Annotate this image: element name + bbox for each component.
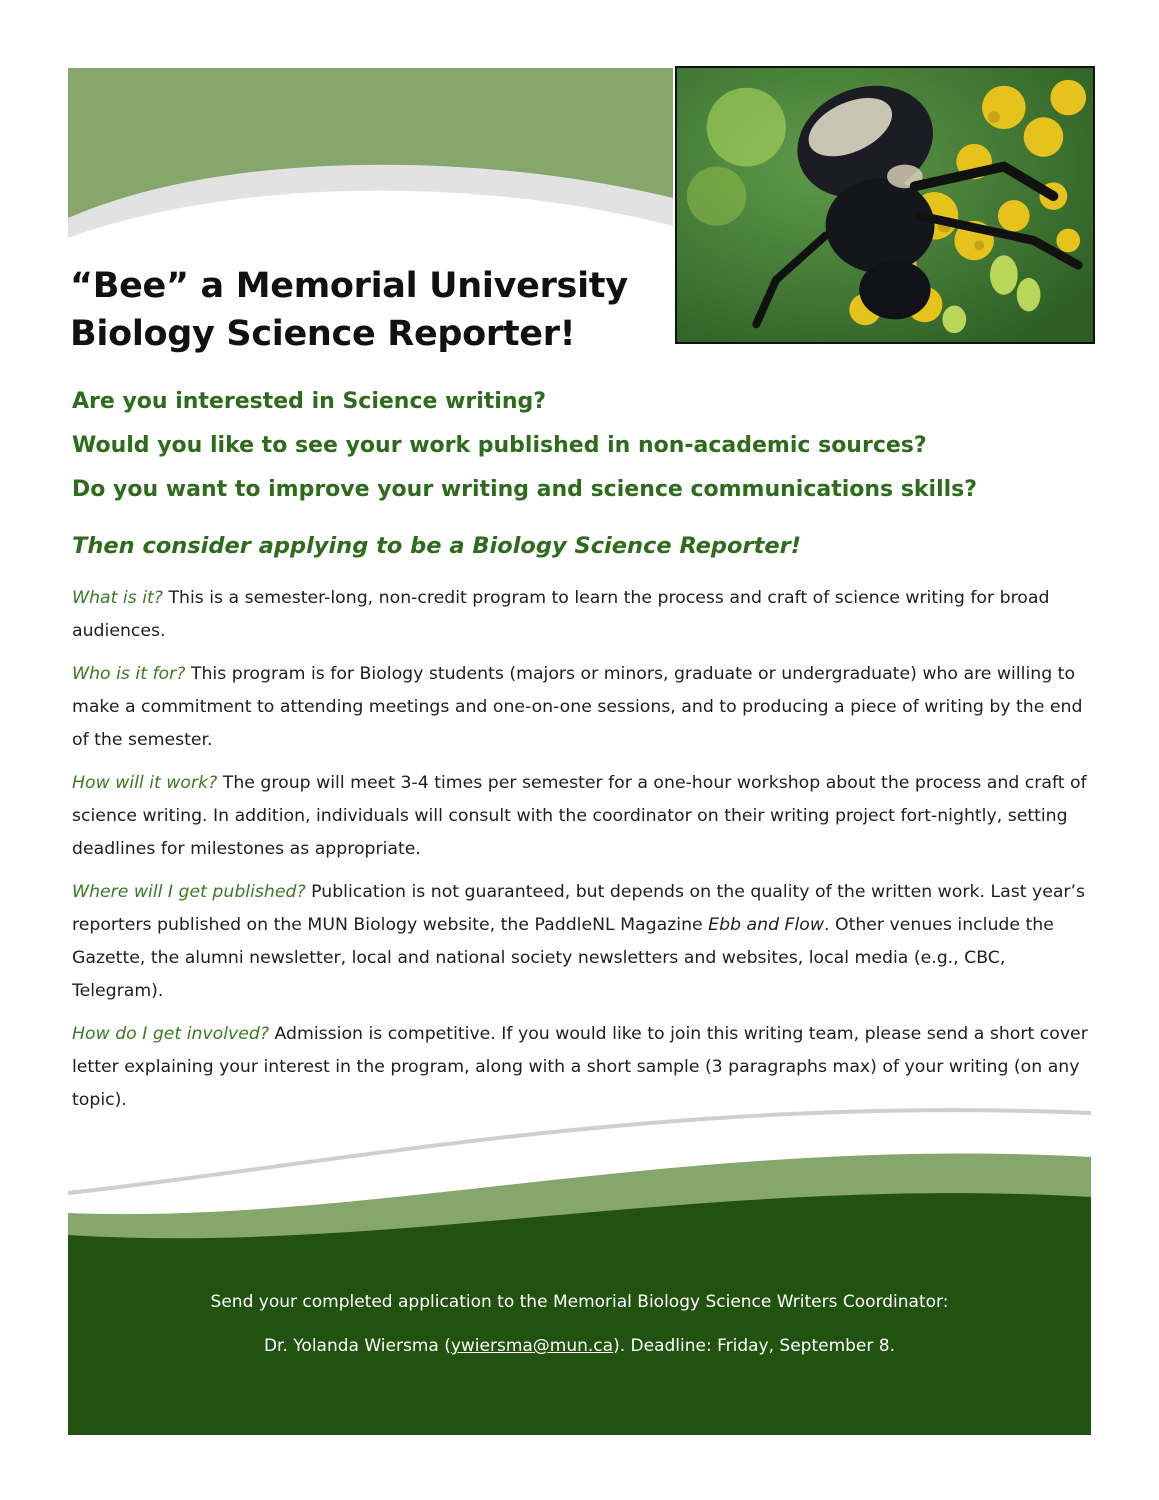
section-how <box>72 767 1090 866</box>
header-wave-banner <box>68 68 673 258</box>
title-line-1: “Bee” a Memorial University <box>70 266 628 306</box>
email-link[interactable]: ywiersma@mun.ca <box>450 1336 614 1356</box>
section-involved-text: Admission is competitive. If you would like to join this writing team, please send a short cover letter explaining your interest in the program, along with a short sample (3 paragraphs max) of your writing (on any topic). <box>72 1024 1088 1110</box>
bee-on-flower-photo <box>675 66 1095 344</box>
section-where-text-before: Publication is not guaranteed, but depends on the quality of the written work. Last year’s reporters published on the MUN Biology website, the PaddleNL Magazine <box>72 882 1086 935</box>
question-1: Are you interested in Science writing? <box>72 389 547 414</box>
question-list <box>72 386 1092 518</box>
section-where-text-after: . Other venues include the Gazette, the alumni newsletter, local and national society newsletters and websites, local media (e.g., CBC, Telegram). <box>72 915 1054 1001</box>
call-to-action: Then consider applying to be a Biology Science Reporter! <box>72 533 801 559</box>
section-who-text: This program is for Biology students (majors or minors, graduate or undergraduate) who are willing to make a commitment to attending meetings and one-on-one sessions, and to producing a piece of writing by the end of the semester. <box>72 664 1083 750</box>
section-involved-lead: How do I get involved? <box>72 1024 270 1044</box>
section-where-lead: Where will I get published? <box>72 882 306 902</box>
section-how-text: The group will meet 3-4 times per semester for a one-hour workshop about the process and craft of science writing. In addition, individuals will consult with the coordinator on their writing project fort-nightly, setting deadlines for milestones as appropriate. <box>72 773 1087 859</box>
question-3: Do you want to improve your writing and science communications skills? <box>72 477 978 502</box>
section-who <box>72 658 1090 757</box>
footer-wave-banner <box>68 1105 1091 1435</box>
program-details <box>72 582 1090 1127</box>
application-info <box>68 1290 1091 1378</box>
page-title <box>70 262 670 358</box>
section-who-lead: Who is it for? <box>72 664 186 684</box>
footer-line-2 <box>68 1334 1091 1358</box>
footer-line-2-after: ). Deadline: Friday, September 8. <box>613 1336 896 1356</box>
section-involved <box>72 1018 1090 1117</box>
footer-line-2-before: Dr. Yolanda Wiersma ( <box>263 1336 451 1356</box>
section-what-lead: What is it? <box>72 588 163 608</box>
question-2: Would you like to see your work published in non-academic sources? <box>72 433 927 458</box>
footer-line-1: Send your completed application to the Memorial Biology Science Writers Coordinator: <box>210 1292 949 1312</box>
title-line-2: Biology Science Reporter! <box>70 314 576 354</box>
section-how-lead: How will it work? <box>72 773 218 793</box>
section-what <box>72 582 1090 648</box>
section-where <box>72 876 1090 1008</box>
section-what-text: This is a semester-long, non-credit program to learn the process and craft of science writing for broad audiences. <box>72 588 1050 641</box>
magazine-title: Ebb and Flow <box>708 915 824 935</box>
